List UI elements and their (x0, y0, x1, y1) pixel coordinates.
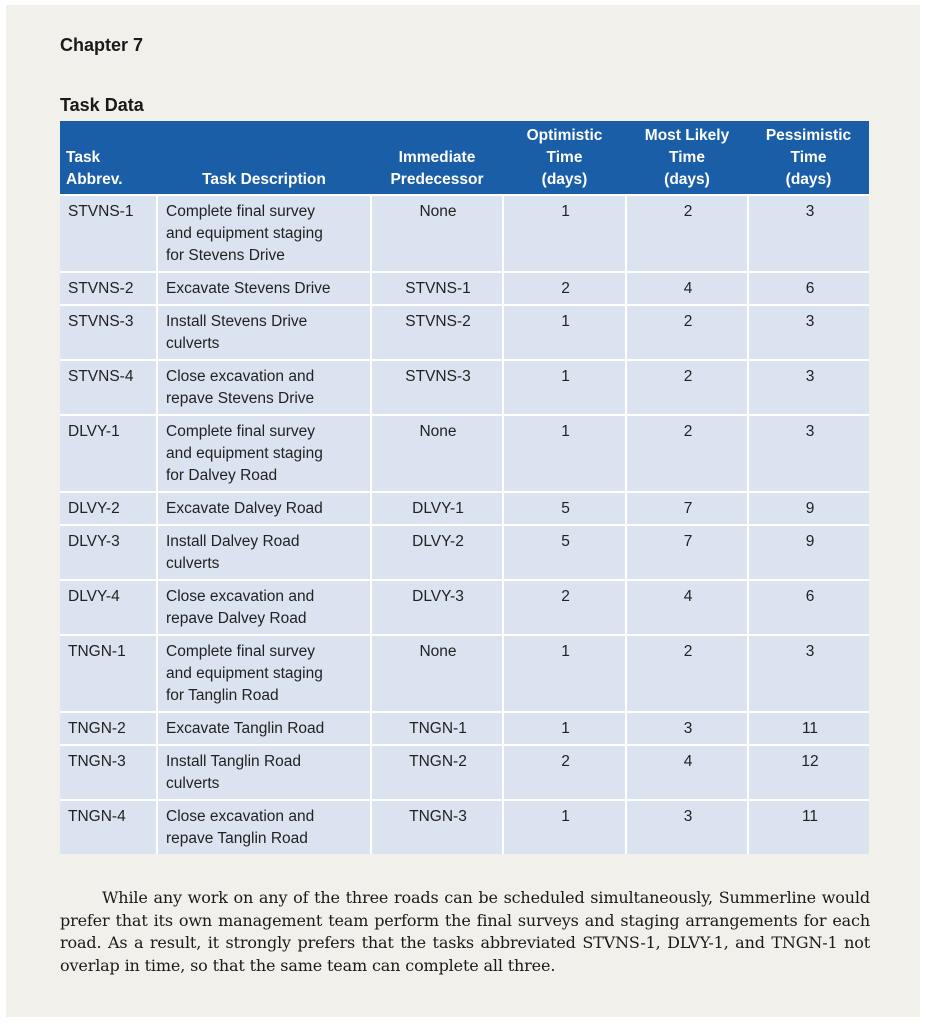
header-label-line: Time (790, 149, 827, 166)
predecessor-cell: TNGN-3 (371, 800, 503, 854)
description-line: culverts (166, 335, 220, 352)
task-abbrev-cell: DLVY-1 (60, 415, 157, 492)
most-likely-time-cell: 7 (626, 525, 748, 580)
predecessor-cell: TNGN-1 (371, 712, 503, 745)
description-line: Complete final survey (166, 423, 316, 440)
task-description-cell (157, 800, 371, 854)
predecessor-cell: STVNS-2 (371, 305, 503, 360)
header-label-line: Optimistic (526, 127, 603, 144)
table-row (60, 712, 869, 745)
table-row (60, 492, 869, 525)
description-line: for Dalvey Road (166, 467, 278, 484)
description-line: and equipment staging (166, 225, 323, 242)
description-line: culverts (166, 775, 220, 792)
task-description-cell (157, 415, 371, 492)
table-row (60, 635, 869, 712)
header-pessimistic-time (748, 121, 869, 195)
pessimistic-time-cell: 3 (748, 635, 869, 712)
pessimistic-time-cell: 11 (748, 712, 869, 745)
pessimistic-time-cell: 3 (748, 195, 869, 272)
description-line: Excavate Tanglin Road (166, 720, 325, 737)
predecessor-cell: STVNS-3 (371, 360, 503, 415)
pessimistic-time-cell: 9 (748, 525, 869, 580)
description-line: Close excavation and (166, 588, 315, 605)
header-label-line: Time (669, 149, 705, 166)
table-row (60, 415, 869, 492)
description-line: Excavate Dalvey Road (166, 500, 323, 517)
description-line: and equipment staging (166, 665, 323, 682)
predecessor-cell: None (371, 635, 503, 712)
pessimistic-time-cell: 11 (748, 800, 869, 854)
chapter-heading: Chapter 7 (60, 35, 144, 55)
optimistic-time-cell: 2 (503, 580, 626, 635)
optimistic-time-cell: 1 (503, 712, 626, 745)
optimistic-time-cell: 2 (503, 745, 626, 800)
table-row (60, 580, 869, 635)
predecessor-cell: None (371, 195, 503, 272)
most-likely-time-cell: 7 (626, 492, 748, 525)
predecessor-cell: None (371, 415, 503, 492)
task-abbrev-cell: STVNS-2 (60, 272, 157, 305)
table-row (60, 360, 869, 415)
task-description-cell (157, 712, 371, 745)
header-label-line: Task Description (202, 171, 326, 188)
description-line: repave Tanglin Road (166, 830, 308, 847)
optimistic-time-cell: 5 (503, 492, 626, 525)
pessimistic-time-cell: 6 (748, 272, 869, 305)
task-abbrev-cell: DLVY-3 (60, 525, 157, 580)
predecessor-cell: DLVY-1 (371, 492, 503, 525)
task-abbrev-cell: TNGN-4 (60, 800, 157, 854)
optimistic-time-cell: 5 (503, 525, 626, 580)
header-task-abbrev (60, 121, 157, 195)
pessimistic-time-cell: 6 (748, 580, 869, 635)
optimistic-time-cell: 1 (503, 415, 626, 492)
task-description-cell (157, 745, 371, 800)
table-row (60, 525, 869, 580)
task-description-cell (157, 272, 371, 305)
most-likely-time-cell: 2 (626, 360, 748, 415)
task-description-cell (157, 195, 371, 272)
task-abbrev-cell: TNGN-3 (60, 745, 157, 800)
header-label-line: Task (66, 149, 101, 166)
header-label-line: Abbrev. (66, 171, 123, 188)
task-abbrev-cell: TNGN-1 (60, 635, 157, 712)
header-most-likely-time (626, 121, 748, 195)
pessimistic-time-cell: 3 (748, 360, 869, 415)
optimistic-time-cell: 1 (503, 305, 626, 360)
header-label-line: (days) (541, 171, 588, 188)
most-likely-time-cell: 3 (626, 712, 748, 745)
task-abbrev-cell: TNGN-2 (60, 712, 157, 745)
pessimistic-time-cell: 3 (748, 415, 869, 492)
most-likely-time-cell: 2 (626, 305, 748, 360)
task-description-cell (157, 635, 371, 712)
optimistic-time-cell: 1 (503, 635, 626, 712)
header-label-line: Predecessor (390, 171, 484, 188)
predecessor-cell: DLVY-3 (371, 580, 503, 635)
task-description-cell (157, 525, 371, 580)
description-line: Install Stevens Drive (166, 313, 308, 330)
description-line: and equipment staging (166, 445, 323, 462)
task-abbrev-cell: DLVY-2 (60, 492, 157, 525)
most-likely-time-cell: 3 (626, 800, 748, 854)
table-header-row (60, 121, 869, 195)
description-line: Close excavation and (166, 808, 315, 825)
table-row (60, 745, 869, 800)
table-row (60, 800, 869, 854)
header-label-line: Time (546, 149, 583, 166)
optimistic-time-cell: 2 (503, 272, 626, 305)
task-description-cell (157, 492, 371, 525)
most-likely-time-cell: 4 (626, 580, 748, 635)
most-likely-time-cell: 4 (626, 272, 748, 305)
task-abbrev-cell: DLVY-4 (60, 580, 157, 635)
pessimistic-time-cell: 3 (748, 305, 869, 360)
description-line: for Tanglin Road (166, 687, 279, 704)
body-paragraph: While any work on any of the three roads can be scheduled simultaneously, Summerline would prefer that its own management team perform the final surveys and staging arrangements for each road. As a result, it strongly prefers that the tasks abbreviated STVNS-1, DLVY-1, and TNGN-1 not overlap in time, so that the same team can complete all three. (60, 888, 870, 975)
predecessor-cell: TNGN-2 (371, 745, 503, 800)
header-optimistic-time (503, 121, 626, 195)
header-label-line: Pessimistic (765, 127, 852, 144)
description-line: Install Tanglin Road (166, 753, 301, 770)
description-line: Install Dalvey Road (166, 533, 300, 550)
optimistic-time-cell: 1 (503, 195, 626, 272)
pessimistic-time-cell: 12 (748, 745, 869, 800)
task-abbrev-cell: STVNS-3 (60, 305, 157, 360)
description-line: culverts (166, 555, 220, 572)
most-likely-time-cell: 2 (626, 195, 748, 272)
most-likely-time-cell: 2 (626, 635, 748, 712)
task-abbrev-cell: STVNS-1 (60, 195, 157, 272)
header-label-line: (days) (785, 171, 832, 188)
header-task-description (157, 121, 371, 195)
section-title: Task Data (60, 95, 144, 115)
task-abbrev-cell: STVNS-4 (60, 360, 157, 415)
pessimistic-time-cell: 9 (748, 492, 869, 525)
description-line: Close excavation and (166, 368, 315, 385)
task-description-cell (157, 305, 371, 360)
header-label-line: Most Likely (644, 127, 730, 144)
table-row (60, 305, 869, 360)
header-label-line: (days) (664, 171, 710, 188)
most-likely-time-cell: 2 (626, 415, 748, 492)
task-data-table (60, 121, 869, 854)
table-row (60, 195, 869, 272)
description-line: repave Stevens Drive (166, 390, 315, 407)
table-row (60, 272, 869, 305)
most-likely-time-cell: 4 (626, 745, 748, 800)
description-line: Excavate Stevens Drive (166, 280, 331, 297)
optimistic-time-cell: 1 (503, 800, 626, 854)
task-description-cell (157, 580, 371, 635)
description-line: repave Dalvey Road (166, 610, 307, 627)
table-body (60, 195, 869, 854)
header-label-line: Immediate (398, 149, 476, 166)
optimistic-time-cell: 1 (503, 360, 626, 415)
description-line: for Stevens Drive (166, 247, 285, 264)
predecessor-cell: STVNS-1 (371, 272, 503, 305)
predecessor-cell: DLVY-2 (371, 525, 503, 580)
task-description-cell (157, 360, 371, 415)
description-line: Complete final survey (166, 203, 316, 220)
description-line: Complete final survey (166, 643, 316, 660)
header-immediate-predecessor (371, 121, 503, 195)
book-page (6, 5, 920, 1017)
